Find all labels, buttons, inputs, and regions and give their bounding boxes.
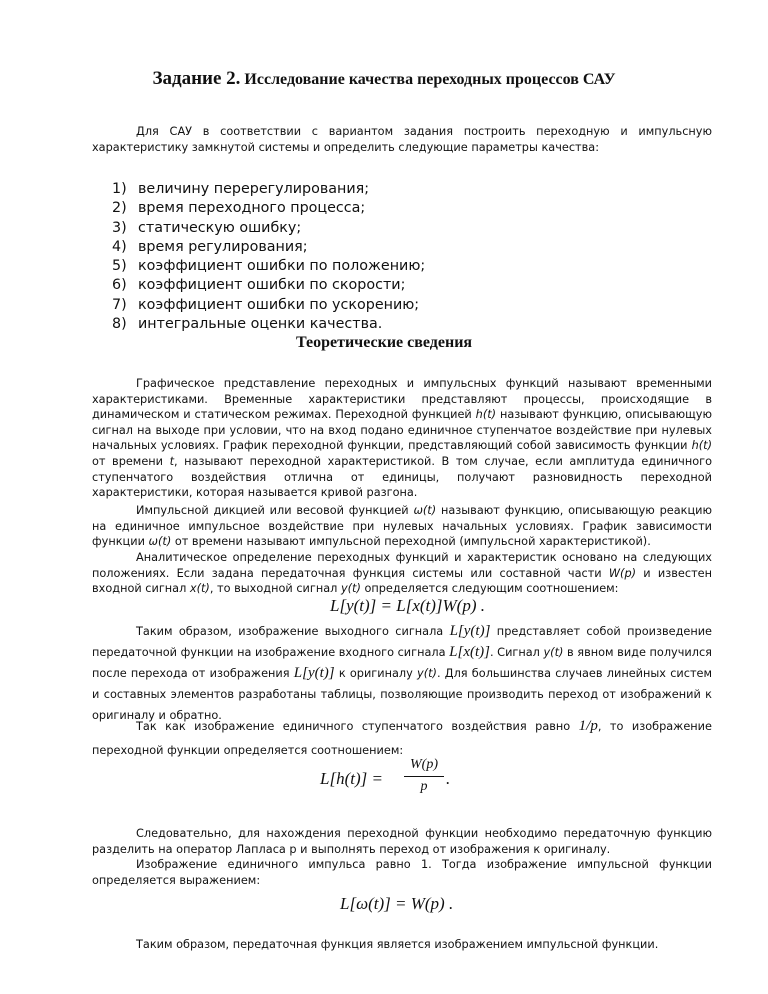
formula-lhs: L[h(t)] = (320, 769, 383, 788)
list-item (112, 315, 425, 334)
formula-output-image: L[y(t)] = L[x(t)]W(p) . (330, 596, 486, 615)
list-item-number: 5) (112, 258, 127, 275)
list-item-text: время переходного процесса; (138, 200, 366, 217)
list-item-text: время регулирования; (138, 238, 308, 255)
list-item (112, 180, 425, 199)
list-item (112, 257, 425, 276)
section-title: Теоретические сведения (295, 334, 473, 351)
paragraph-step-image: Так как изображение единичного ступенчатого воздействия равно 1/p, то изображение переходной функции определяется соотношением: (92, 718, 712, 757)
paragraph-output-image: Таким образом, изображение выходного сигнала L[y(t)] представляет собой произведение передаточной функции на изображение входного сигнала L[x(t)]. Сигнал y(t) в явном виде получился после перехода от изображения L[y(t)] к оригиналу y(t). Для большинства случаев линейных систем и составных элементов разработаны таблицы, позволяющие производить переход от изображений к оригиналу и обратно. (92, 623, 713, 722)
page-title (0, 68, 768, 90)
list-item-number: 8) (112, 316, 127, 333)
paragraph-final: Таким образом, передаточная функция является изображением импульсной функции. (136, 938, 659, 951)
list-item-text: коэффициент ошибки по скорости; (138, 277, 406, 294)
list-item (112, 199, 425, 218)
paragraph-transient-function: Графическое представление переходных и импульсных функций называют временными характеристиками. Временные характеристики представляют процессы, происходящие в динамическом и статическом режимах. Переходной функцией h(t) называют функцию, описывающую сигнал на выходе при условии, что на вход подано единичное ступенчатое воздействие при нулевых начальных условиях. График переходной функции, представляющий собой зависимость функции h(t) от времени t, называют переходной характеристикой. В том случае, если амплитуда единичного ступенчатого воздействия отлична от единицы, получают разновидность переходной характеристики, которая называется кривой разгона. (92, 377, 713, 500)
title-text: Исследование качества переходных процессов САУ (244, 71, 616, 88)
list-item-text: статическую ошибку; (138, 219, 302, 236)
paragraph-conclusion: Следовательно, для нахождения переходной функции необходимо передаточную функцию разделить на оператор Лапласа p и выполнять переход от изображения к оригиналу. (92, 827, 712, 856)
intro-paragraph: Для САУ в соответствии с вариантом задания построить переходную и импульсную характеристику замкнутой системы и определить следующие параметры качества: (92, 125, 712, 154)
paragraph-unit-impulse: Изображение единичного импульса равно 1. Тогда изображение импульсной функции определяется выражением: (92, 858, 712, 887)
list-item-text: коэффициент ошибки по ускорению; (138, 296, 420, 313)
title-prefix: Задание 2. (152, 68, 241, 89)
formula-tail: . (446, 769, 451, 788)
list-item-number: 2) (112, 200, 127, 217)
fraction-bar (404, 776, 444, 777)
list-item-number: 7) (112, 296, 127, 313)
paragraph-impulse-function: Импульсной дикцией или весовой функцией ω(t) называют функцию, описывающую реакцию на единичное импульсное воздействие при нулевых начальных условиях. График зависимости функции ω(t) от времени называют импульсной переходной (импульсной характеристикой). (92, 504, 713, 549)
list-item (112, 296, 425, 315)
list-item-number: 1) (112, 181, 127, 197)
formula-impulse-image: L[ω(t)] = W(p) . (340, 894, 454, 913)
quality-parameters-list (112, 180, 425, 334)
list-item-number: 3) (112, 219, 127, 236)
fraction-numerator: W(p) (410, 757, 438, 772)
list-item (112, 238, 425, 257)
fraction-denominator: p (420, 779, 428, 794)
list-item (112, 219, 425, 238)
list-item (112, 276, 425, 295)
paragraph-analytical-definition: Аналитическое определение переходных функций и характеристик основано на следующих положениях. Если задана передаточная функция системы или составной части W(p) и известен входной сигнал x(t), то выходной сигнал y(t) определяется следующим соотношением: (92, 551, 712, 596)
list-item-text: величину перерегулирования; (138, 181, 370, 197)
list-item-number: 6) (112, 277, 127, 294)
list-item-number: 4) (112, 238, 127, 255)
list-item-text: интегральные оценки качества. (138, 316, 383, 333)
list-item-text: коэффициент ошибки по положению; (138, 258, 426, 275)
